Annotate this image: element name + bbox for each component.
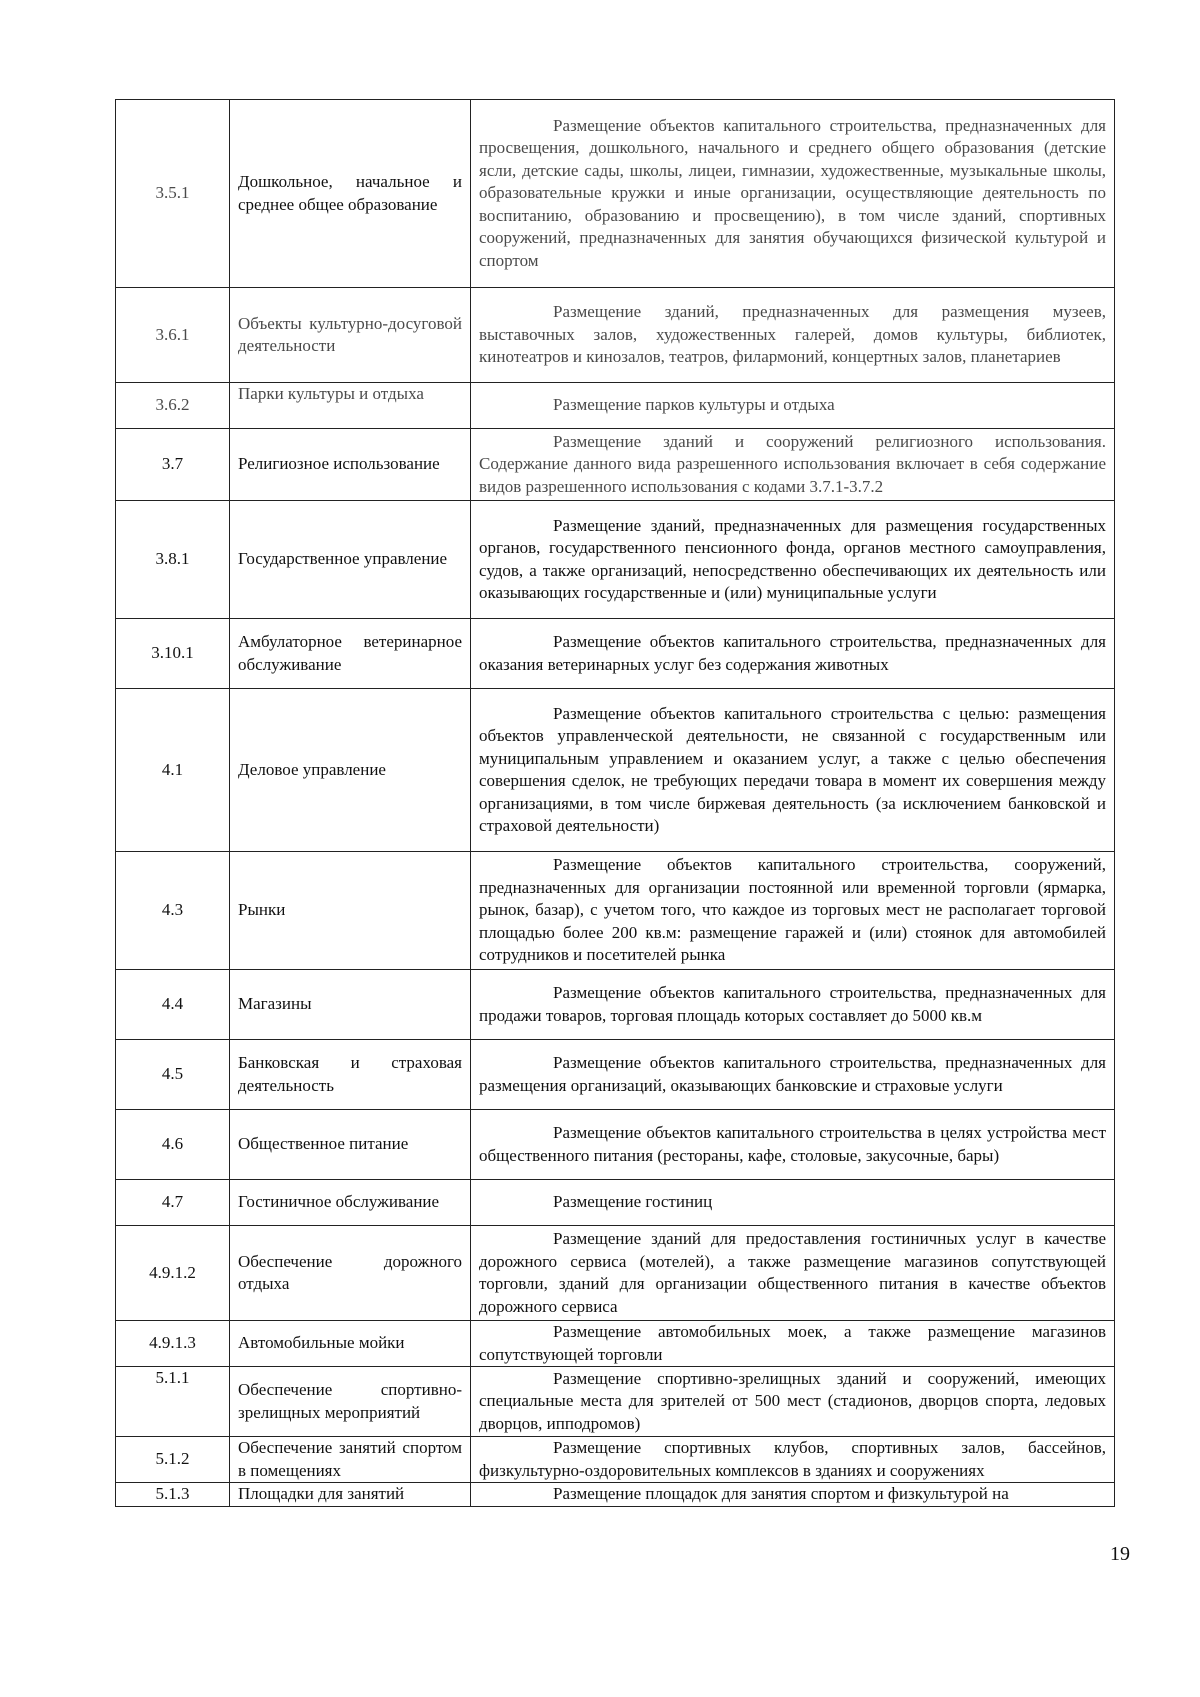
row-code: 3.6.2 [116, 383, 230, 429]
table-row [116, 383, 1115, 429]
row-code: 4.4 [116, 970, 230, 1040]
table-row [116, 100, 1115, 288]
row-name: Автомобильные мойки [230, 1321, 471, 1367]
row-description: Размещение автомобильных моек, а также размещение магазинов сопутствующей торговли [471, 1321, 1115, 1367]
row-description: Размещение площадок для занятия спортом и физкультурой на [471, 1483, 1115, 1507]
table-row [116, 1110, 1115, 1180]
land-use-table [115, 99, 1115, 1507]
row-description: Размещение объектов капитального строительства в целях устройства мест общественного питания (рестораны, кафе, столовые, закусочные, бары) [471, 1110, 1115, 1180]
row-code: 5.1.3 [116, 1483, 230, 1507]
row-code: 4.1 [116, 689, 230, 852]
row-code: 4.3 [116, 852, 230, 970]
row-description: Размещение объектов капитального строительства, предназначенных для продажи товаров, торговая площадь которых составляет до 5000 кв.м [471, 970, 1115, 1040]
row-name: Банковская и страховая деятельность [230, 1040, 471, 1110]
row-description: Размещение объектов капитального строительства, сооружений, предназначенных для организации постоянной или временной торговли (ярмарка, рынок, базар), с учетом того, что каждое из торговых мест не располагает торговой площадью более 200 кв.м: размещение гаражей и (или) стоянок для автомобилей сотрудников и посетителей рынка [471, 852, 1115, 970]
row-code: 5.1.2 [116, 1437, 230, 1483]
row-code: 4.9.1.2 [116, 1226, 230, 1321]
table-row [116, 1226, 1115, 1321]
row-description: Размещение зданий, предназначенных для размещения музеев, выставочных залов, художественных галерей, домов культуры, библиотек, кинотеатров и кинозалов, театров, филармоний, концертных залов, планетариев [471, 288, 1115, 383]
row-name: Деловое управление [230, 689, 471, 852]
row-name: Амбулаторное ветеринарное обслуживание [230, 619, 471, 689]
row-name: Обеспечение дорожного отдыха [230, 1226, 471, 1321]
row-description: Размещение объектов капитального строительства, предназначенных для размещения организаций, оказывающих банковские и страховые услуги [471, 1040, 1115, 1110]
row-description: Размещение гостиниц [471, 1180, 1115, 1226]
row-code: 4.7 [116, 1180, 230, 1226]
table-row [116, 1040, 1115, 1110]
table-row [116, 852, 1115, 970]
table-row [116, 970, 1115, 1040]
row-name: Обеспечение спортивно-зрелищных мероприятий [230, 1367, 471, 1437]
table-row [116, 501, 1115, 619]
row-description: Размещение объектов капитального строительства, предназначенных для просвещения, дошкольного, начального и среднего общего образования (детские ясли, детские сады, школы, лицеи, гимназии, художественные, музыкальные школы, образовательные кружки и иные организации, осуществляющие деятельность по воспитанию, образованию и просвещению), в том числе зданий, спортивных сооружений, предназначенных для занятия обучающихся физической культурой и спортом [471, 100, 1115, 288]
row-name: Парки культуры и отдыха [230, 383, 471, 429]
table-row [116, 1321, 1115, 1367]
row-code: 3.8.1 [116, 501, 230, 619]
row-name: Магазины [230, 970, 471, 1040]
row-code: 4.5 [116, 1040, 230, 1110]
row-description: Размещение зданий и сооружений религиозного использования. Содержание данного вида разрешенного использования включает в себя содержание видов разрешенного использования с кодами 3.7.1-3.7.2 [471, 429, 1115, 501]
row-description: Размещение объектов капитального строительства с целью: размещения объектов управленческой деятельности, не связанной с государственным или муниципальным управлением и оказанием услуг, а также с целью обеспечения совершения сделок, не требующих передачи товара в момент их совершения между организациями, в том числе биржевая деятельность (за исключением банковской и страховой деятельности) [471, 689, 1115, 852]
row-description: Размещение спортивно-зрелищных зданий и сооружений, имеющих специальные места для зрителей от 500 мест (стадионов, дворцов спорта, ледовых дворцов, ипподромов) [471, 1367, 1115, 1437]
table-row [116, 429, 1115, 501]
row-description: Размещение парков культуры и отдыха [471, 383, 1115, 429]
row-name: Дошкольное, начальное и среднее общее образование [230, 100, 471, 288]
row-name: Объекты культурно-досуговой деятельности [230, 288, 471, 383]
row-code: 4.9.1.3 [116, 1321, 230, 1367]
table-row [116, 288, 1115, 383]
row-description: Размещение зданий для предоставления гостиничных услуг в качестве дорожного сервиса (мотелей), а также размещение магазинов сопутствующей торговли, зданий для организации общественного питания в качестве объектов дорожного сервиса [471, 1226, 1115, 1321]
row-code: 4.6 [116, 1110, 230, 1180]
table-row [116, 1437, 1115, 1483]
row-code: 3.10.1 [116, 619, 230, 689]
page-number: 19 [1110, 1543, 1130, 1565]
table-row [116, 1367, 1115, 1437]
row-name: Обеспечение занятий спортом в помещениях [230, 1437, 471, 1483]
table-row [116, 689, 1115, 852]
table-row [116, 1180, 1115, 1226]
row-description: Размещение спортивных клубов, спортивных залов, бассейнов, физкультурно-оздоровительных комплексов в зданиях и сооружениях [471, 1437, 1115, 1483]
table-row [116, 619, 1115, 689]
row-code: 5.1.1 [116, 1367, 230, 1437]
row-code: 3.5.1 [116, 100, 230, 288]
row-description: Размещение зданий, предназначенных для размещения государственных органов, государственного пенсионного фонда, органов местного самоуправления, судов, а также организаций, непосредственно обеспечивающих их деятельность или оказывающих государственные и (или) муниципальные услуги [471, 501, 1115, 619]
row-name: Гостиничное обслуживание [230, 1180, 471, 1226]
row-name: Общественное питание [230, 1110, 471, 1180]
row-description: Размещение объектов капитального строительства, предназначенных для оказания ветеринарных услуг без содержания животных [471, 619, 1115, 689]
row-code: 3.6.1 [116, 288, 230, 383]
row-name: Площадки для занятий [230, 1483, 471, 1507]
row-name: Рынки [230, 852, 471, 970]
row-code: 3.7 [116, 429, 230, 501]
row-name: Религиозное использование [230, 429, 471, 501]
row-name: Государственное управление [230, 501, 471, 619]
table-row [116, 1483, 1115, 1507]
